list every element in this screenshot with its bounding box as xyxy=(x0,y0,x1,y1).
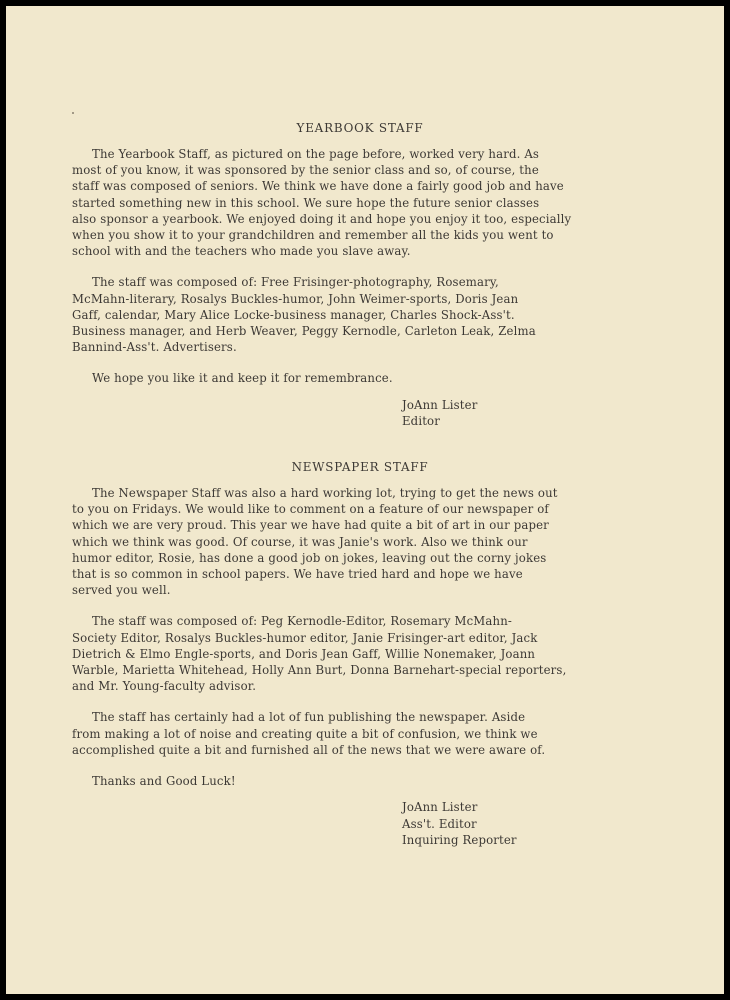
text-line: Thanks and Good Luck! xyxy=(92,774,236,789)
newspaper-paragraph-1 xyxy=(72,485,638,598)
text-line: Dietrich & Elmo Engle-sports, and Doris Jean Gaff, Willie Nonemaker, Joann xyxy=(72,646,536,661)
yearbook-paragraph-3 xyxy=(82,370,638,386)
text-line: McMahn-literary, Rosalys Buckles-humor, John Weimer-sports, Doris Jean xyxy=(72,291,519,306)
text-line: humor editor, Rosie, has done a good job on jokes, leaving out the corny jokes xyxy=(72,550,547,565)
yearbook-paragraph-2 xyxy=(72,274,638,355)
signature-name: JoAnn Lister xyxy=(402,800,478,815)
text-line: accomplished quite a bit and furnished all of the news that we were aware of. xyxy=(72,742,546,757)
paper-speck xyxy=(72,112,74,114)
text-line: The staff was composed of: Free Frisinger-photography, Rosemary, xyxy=(92,275,499,290)
text-line: from making a lot of noise and creating quite a bit of confusion, we think we xyxy=(72,726,538,741)
text-line: Gaff, calendar, Mary Alice Locke-business manager, Charles Shock-Ass't. xyxy=(72,307,515,322)
newspaper-paragraph-2 xyxy=(72,613,638,694)
text-line: The Newspaper Staff was also a hard working lot, trying to get the news out xyxy=(92,486,558,501)
signature-name: JoAnn Lister xyxy=(402,397,478,412)
text-line: started something new in this school. We sure hope the future senior classes xyxy=(72,195,540,210)
newspaper-signature xyxy=(402,799,638,848)
text-line: and Mr. Young-faculty advisor. xyxy=(72,679,257,694)
yearbook-signature xyxy=(402,397,638,429)
signature-title: Inquiring Reporter xyxy=(402,832,517,847)
text-line: also sponsor a yearbook. We enjoyed doing it and hope you enjoy it too, especially xyxy=(72,211,572,226)
newspaper-paragraph-3 xyxy=(72,709,638,758)
text-line: when you show it to your grandchildren and remember all the kids you went to xyxy=(72,228,554,243)
yearbook-heading: YEARBOOK STAFF xyxy=(296,121,424,135)
text-line: Society Editor, Rosalys Buckles-humor editor, Janie Frisinger-art editor, Jack xyxy=(72,630,538,645)
text-line: which we think was good. Of course, it was Janie's work. Also we think our xyxy=(72,534,528,549)
text-line: school with and the teachers who made you slave away. xyxy=(72,244,411,259)
text-line: served you well. xyxy=(72,583,171,598)
text-line: The staff was composed of: Peg Kernodle-Editor, Rosemary McMahn- xyxy=(92,614,512,629)
text-line: Bannind-Ass't. Advertisers. xyxy=(72,340,237,355)
text-line: The Yearbook Staff, as pictured on the page before, worked very hard. As xyxy=(92,147,540,161)
document-body xyxy=(72,120,638,848)
text-line: The staff has certainly had a lot of fun publishing the newspaper. Aside xyxy=(92,710,526,725)
document-page xyxy=(6,6,724,994)
signature-title: Editor xyxy=(402,413,440,428)
text-line: which we are very proud. This year we have had quite a bit of art in our paper xyxy=(72,518,549,533)
text-line: Business manager, and Herb Weaver, Peggy Kernodle, Carleton Leak, Zelma xyxy=(72,324,536,339)
signature-title: Ass't. Editor xyxy=(402,816,477,831)
text-line: that is so common in school papers. We have tried hard and hope we have xyxy=(72,567,523,582)
newspaper-paragraph-4 xyxy=(82,773,638,789)
text-line: Warble, Marietta Whitehead, Holly Ann Burt, Donna Barnehart-special reporters, xyxy=(72,663,567,678)
yearbook-paragraph-1 xyxy=(72,146,638,259)
text-line: staff was composed of seniors. We think we have done a fairly good job and have xyxy=(72,179,564,194)
newspaper-heading: NEWSPAPER STAFF xyxy=(291,460,429,475)
text-line: most of you know, it was sponsored by the senior class and so, of course, the xyxy=(72,163,539,178)
text-line: to you on Fridays. We would like to comment on a feature of our newspaper of xyxy=(72,502,549,517)
text-line: We hope you like it and keep it for remembrance. xyxy=(92,371,393,386)
